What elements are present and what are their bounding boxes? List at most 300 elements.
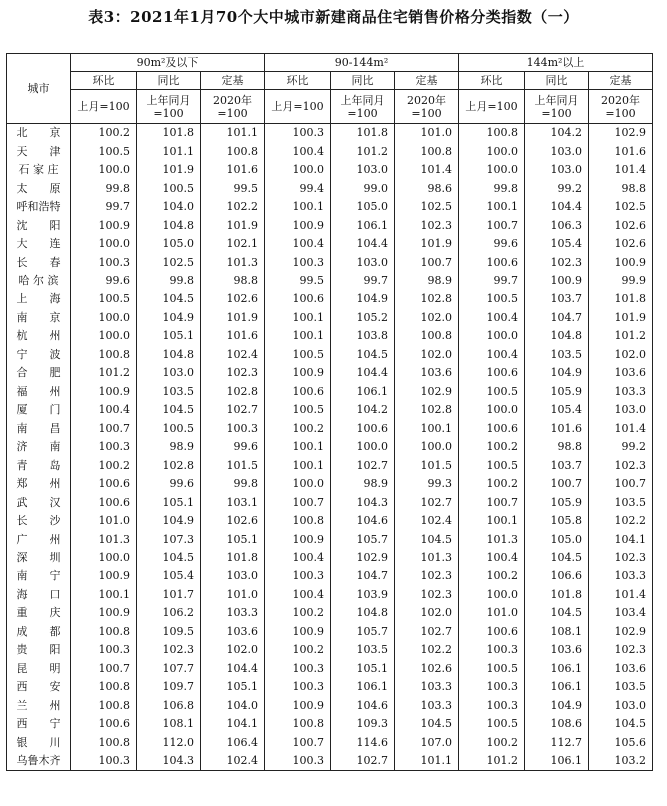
index-value-cell: 100.8 [71,678,137,696]
index-value-cell: 102.4 [395,512,459,530]
index-value-cell: 99.6 [201,438,265,456]
index-value-cell: 104.3 [331,493,395,511]
index-value-cell: 100.8 [395,327,459,345]
index-value-cell: 100.2 [459,475,525,493]
index-value-cell: 103.0 [589,697,653,715]
index-value-cell: 106.1 [331,678,395,696]
index-value-cell: 105.7 [331,623,395,641]
base-header: 上年同月 =100 [331,90,395,124]
index-value-cell: 100.6 [71,493,137,511]
index-value-cell: 101.8 [137,124,201,143]
index-value-cell: 101.8 [525,586,589,604]
table-row [7,364,653,382]
index-value-cell: 100.9 [265,364,331,382]
index-value-cell: 100.7 [71,420,137,438]
index-value-cell: 100.6 [71,475,137,493]
index-value-cell: 101.2 [71,364,137,382]
index-value-cell: 105.1 [137,493,201,511]
index-value-cell: 102.7 [331,456,395,474]
index-value-cell: 102.9 [589,124,653,143]
index-value-cell: 102.6 [201,290,265,308]
index-value-cell: 100.0 [265,161,331,179]
index-value-cell: 101.2 [459,752,525,771]
index-value-cell: 102.7 [395,623,459,641]
city-cell: 哈 尔 滨 [7,272,71,290]
group-header-large: 144m²以上 [459,54,653,72]
index-value-cell: 99.6 [459,235,525,253]
index-value-cell: 102.8 [137,456,201,474]
index-value-cell: 101.0 [459,604,525,622]
index-value-cell: 104.4 [331,364,395,382]
index-value-cell: 103.6 [395,364,459,382]
index-value-cell: 101.8 [589,290,653,308]
index-value-cell: 102.8 [201,383,265,401]
index-value-cell: 103.9 [331,586,395,604]
index-value-cell: 106.8 [137,697,201,715]
index-value-cell: 98.8 [525,438,589,456]
table-row [7,309,653,327]
index-value-cell: 100.7 [459,493,525,511]
index-value-cell: 100.8 [459,124,525,143]
index-value-cell: 109.5 [137,623,201,641]
index-value-cell: 104.9 [331,290,395,308]
index-value-cell: 100.0 [71,549,137,567]
index-value-cell: 100.8 [71,733,137,751]
index-value-cell: 105.4 [525,235,589,253]
table-row [7,272,653,290]
index-value-cell: 102.9 [589,623,653,641]
index-value-cell: 102.2 [589,512,653,530]
index-value-cell: 100.0 [459,142,525,160]
index-value-cell: 104.1 [201,715,265,733]
index-value-cell: 112.7 [525,733,589,751]
index-value-cell: 104.5 [525,604,589,622]
index-value-cell: 100.2 [459,567,525,585]
index-value-cell: 100.4 [459,309,525,327]
index-value-cell: 100.8 [201,142,265,160]
index-value-cell: 102.3 [395,586,459,604]
column-header: 同比 [331,72,395,90]
index-value-cell: 100.0 [331,438,395,456]
column-header: 环比 [265,72,331,90]
index-value-cell: 101.8 [331,124,395,143]
index-value-cell: 102.3 [395,567,459,585]
index-value-cell: 100.6 [459,623,525,641]
index-value-cell: 104.4 [525,198,589,216]
group-header-medium: 90-144m² [265,54,459,72]
base-header: 上月=100 [265,90,331,124]
index-value-cell: 114.6 [331,733,395,751]
index-value-cell: 103.5 [589,678,653,696]
index-value-cell: 100.1 [265,456,331,474]
index-value-cell: 102.0 [201,641,265,659]
index-value-cell: 100.2 [265,420,331,438]
index-value-cell: 102.3 [137,641,201,659]
table-row [7,697,653,715]
index-value-cell: 100.8 [265,512,331,530]
table-row [7,456,653,474]
index-value-cell: 105.8 [525,512,589,530]
index-value-cell: 98.9 [137,438,201,456]
table-row [7,179,653,197]
table-row [7,715,653,733]
index-value-cell: 107.7 [137,660,201,678]
index-value-cell: 102.5 [395,198,459,216]
index-value-cell: 100.1 [265,309,331,327]
city-cell: 贵 阳 [7,641,71,659]
index-value-cell: 100.3 [71,253,137,271]
city-cell: 上 海 [7,290,71,308]
index-value-cell: 104.8 [525,327,589,345]
index-value-cell: 103.3 [589,383,653,401]
index-value-cell: 105.1 [201,530,265,548]
index-value-cell: 104.3 [137,752,201,771]
index-value-cell: 104.5 [589,715,653,733]
city-cell: 南 京 [7,309,71,327]
table-row [7,678,653,696]
index-value-cell: 104.0 [201,697,265,715]
table-row [7,253,653,271]
index-value-cell: 100.5 [265,346,331,364]
index-value-cell: 100.6 [459,364,525,382]
index-value-cell: 102.7 [201,401,265,419]
index-value-cell: 99.5 [201,179,265,197]
index-value-cell: 100.0 [395,438,459,456]
column-header: 定基 [589,72,653,90]
index-value-cell: 103.2 [589,752,653,771]
index-value-cell: 105.1 [201,678,265,696]
index-value-cell: 100.4 [265,142,331,160]
table-row [7,623,653,641]
index-value-cell: 99.2 [589,438,653,456]
index-value-cell: 100.7 [525,475,589,493]
index-value-cell: 105.6 [589,733,653,751]
index-value-cell: 100.6 [71,715,137,733]
index-value-cell: 100.6 [265,383,331,401]
index-value-cell: 106.1 [525,752,589,771]
index-value-cell: 103.8 [331,327,395,345]
index-value-cell: 100.5 [459,660,525,678]
index-value-cell: 104.4 [201,660,265,678]
index-value-cell: 101.2 [589,327,653,345]
index-value-cell: 100.0 [265,475,331,493]
index-value-cell: 100.5 [459,715,525,733]
column-header: 同比 [137,72,201,90]
index-value-cell: 102.3 [589,641,653,659]
index-value-cell: 104.5 [395,530,459,548]
table-row [7,567,653,585]
base-header: 2020年 =100 [395,90,459,124]
index-value-cell: 100.8 [395,142,459,160]
index-value-cell: 107.0 [395,733,459,751]
index-value-cell: 101.4 [589,420,653,438]
index-value-cell: 100.3 [71,438,137,456]
index-value-cell: 102.4 [201,752,265,771]
city-cell: 呼和浩特 [7,198,71,216]
table-row [7,198,653,216]
index-value-cell: 100.0 [459,327,525,345]
index-value-cell: 112.0 [137,733,201,751]
index-value-cell: 104.1 [589,530,653,548]
city-cell: 天 津 [7,142,71,160]
column-header: 定基 [395,72,459,90]
index-value-cell: 108.1 [525,623,589,641]
index-value-cell: 101.3 [71,530,137,548]
index-value-cell: 100.2 [459,438,525,456]
city-header: 城市 [7,54,71,124]
index-value-cell: 99.9 [589,272,653,290]
index-value-cell: 103.0 [331,253,395,271]
index-value-cell: 100.9 [71,216,137,234]
index-value-cell: 106.3 [525,216,589,234]
index-value-cell: 100.0 [459,586,525,604]
index-value-cell: 102.3 [525,253,589,271]
base-header: 2020年 =100 [201,90,265,124]
index-value-cell: 101.5 [395,456,459,474]
index-value-cell: 99.8 [71,179,137,197]
index-value-cell: 98.9 [331,475,395,493]
index-value-cell: 102.2 [395,641,459,659]
table-row [7,475,653,493]
index-value-cell: 104.2 [331,401,395,419]
index-value-cell: 101.3 [201,253,265,271]
index-value-cell: 103.5 [331,641,395,659]
table-row [7,660,653,678]
index-value-cell: 104.0 [137,198,201,216]
city-cell: 乌鲁木齐 [7,752,71,771]
index-value-cell: 100.4 [459,549,525,567]
index-value-cell: 100.9 [589,253,653,271]
index-value-cell: 100.0 [71,161,137,179]
index-value-cell: 100.9 [265,697,331,715]
index-value-cell: 108.6 [525,715,589,733]
index-value-cell: 106.4 [201,733,265,751]
index-value-cell: 102.9 [395,383,459,401]
index-value-cell: 105.1 [137,327,201,345]
index-value-cell: 104.8 [137,216,201,234]
index-value-cell: 105.1 [331,660,395,678]
index-value-cell: 100.2 [265,641,331,659]
index-value-cell: 105.2 [331,309,395,327]
index-value-cell: 102.2 [201,198,265,216]
index-value-cell: 103.5 [525,346,589,364]
index-value-cell: 103.0 [589,401,653,419]
index-value-cell: 101.8 [201,549,265,567]
index-value-cell: 101.4 [395,161,459,179]
index-value-cell: 100.0 [71,235,137,253]
index-value-cell: 100.3 [265,124,331,143]
index-value-cell: 99.8 [459,179,525,197]
index-value-cell: 102.5 [137,253,201,271]
index-value-cell: 100.8 [71,623,137,641]
city-cell: 南 宁 [7,567,71,585]
index-value-cell: 103.5 [589,493,653,511]
index-value-cell: 100.7 [265,733,331,751]
index-value-cell: 100.7 [71,660,137,678]
index-value-cell: 100.6 [459,253,525,271]
index-value-cell: 106.1 [331,216,395,234]
index-value-cell: 103.3 [589,567,653,585]
index-value-cell: 101.3 [459,530,525,548]
table-row [7,493,653,511]
index-value-cell: 101.6 [525,420,589,438]
index-value-cell: 100.3 [459,697,525,715]
index-value-cell: 103.0 [525,142,589,160]
index-value-cell: 100.5 [71,290,137,308]
index-value-cell: 101.0 [201,586,265,604]
city-cell: 昆 明 [7,660,71,678]
index-value-cell: 107.3 [137,530,201,548]
index-value-cell: 102.5 [589,198,653,216]
city-cell: 杭 州 [7,327,71,345]
table-row [7,290,653,308]
base-header: 2020年 =100 [589,90,653,124]
column-header: 环比 [459,72,525,90]
index-value-cell: 99.4 [265,179,331,197]
index-value-cell: 106.1 [525,678,589,696]
index-value-cell: 100.7 [395,253,459,271]
index-value-cell: 99.6 [137,475,201,493]
table-row [7,586,653,604]
table-row [7,641,653,659]
index-value-cell: 101.9 [201,309,265,327]
index-value-cell: 101.9 [201,216,265,234]
city-cell: 深 圳 [7,549,71,567]
city-cell: 长 沙 [7,512,71,530]
index-value-cell: 104.8 [331,604,395,622]
index-value-cell: 101.1 [137,142,201,160]
index-value-cell: 100.3 [71,641,137,659]
city-cell: 北 京 [7,124,71,143]
index-value-cell: 100.0 [459,161,525,179]
city-cell: 合 肥 [7,364,71,382]
index-value-cell: 104.5 [137,549,201,567]
index-value-cell: 104.6 [331,697,395,715]
index-value-cell: 100.3 [265,660,331,678]
index-value-cell: 102.6 [589,216,653,234]
city-cell: 厦 门 [7,401,71,419]
index-value-cell: 109.3 [331,715,395,733]
index-value-cell: 101.2 [331,142,395,160]
index-value-cell: 103.3 [201,604,265,622]
index-value-cell: 99.6 [71,272,137,290]
table-row [7,549,653,567]
city-cell: 宁 波 [7,346,71,364]
index-value-cell: 105.9 [525,383,589,401]
index-value-cell: 102.4 [201,346,265,364]
city-cell: 南 昌 [7,420,71,438]
index-value-cell: 102.6 [395,660,459,678]
index-value-cell: 109.7 [137,678,201,696]
index-value-cell: 105.0 [137,235,201,253]
index-value-cell: 100.6 [331,420,395,438]
index-value-cell: 103.0 [137,364,201,382]
index-value-cell: 100.9 [265,530,331,548]
table-row [7,235,653,253]
table-row [7,530,653,548]
index-value-cell: 100.0 [71,309,137,327]
index-value-cell: 102.1 [201,235,265,253]
index-value-cell: 100.4 [265,549,331,567]
index-value-cell: 102.7 [331,752,395,771]
group-header-small: 90m²及以下 [71,54,265,72]
index-value-cell: 100.8 [71,697,137,715]
index-value-cell: 99.8 [201,475,265,493]
index-value-cell: 102.3 [201,364,265,382]
index-value-cell: 99.7 [71,198,137,216]
index-value-cell: 100.9 [71,383,137,401]
index-value-cell: 100.5 [71,142,137,160]
index-value-cell: 100.2 [459,733,525,751]
index-value-cell: 105.0 [331,198,395,216]
index-value-cell: 99.7 [331,272,395,290]
column-header: 同比 [525,72,589,90]
index-value-cell: 103.6 [201,623,265,641]
index-value-cell: 104.9 [137,309,201,327]
column-header: 定基 [201,72,265,90]
base-header: 上年同月 =100 [137,90,201,124]
index-value-cell: 100.1 [265,198,331,216]
index-value-cell: 100.5 [137,179,201,197]
index-value-cell: 104.2 [525,124,589,143]
index-value-cell: 108.1 [137,715,201,733]
index-value-cell: 104.6 [331,512,395,530]
city-cell: 郑 州 [7,475,71,493]
index-value-cell: 101.4 [589,161,653,179]
base-header: 上月=100 [459,90,525,124]
index-value-cell: 100.0 [71,327,137,345]
index-value-cell: 101.9 [395,235,459,253]
index-value-cell: 105.0 [525,530,589,548]
city-cell: 石 家 庄 [7,161,71,179]
city-cell: 济 南 [7,438,71,456]
index-value-cell: 100.3 [265,567,331,585]
city-cell: 成 都 [7,623,71,641]
index-value-cell: 103.3 [395,697,459,715]
index-value-cell: 101.6 [589,142,653,160]
column-header: 环比 [71,72,137,90]
table-row [7,733,653,751]
city-cell: 武 汉 [7,493,71,511]
index-value-cell: 106.1 [331,383,395,401]
index-value-cell: 104.7 [331,567,395,585]
index-value-cell: 100.6 [459,420,525,438]
index-value-cell: 103.1 [201,493,265,511]
index-value-cell: 99.2 [525,179,589,197]
index-value-cell: 101.1 [395,752,459,771]
index-value-cell: 100.1 [395,420,459,438]
index-value-cell: 99.8 [137,272,201,290]
index-value-cell: 106.2 [137,604,201,622]
index-value-cell: 100.9 [265,623,331,641]
index-value-cell: 102.0 [395,604,459,622]
city-cell: 大 连 [7,235,71,253]
table-row [7,142,653,160]
index-value-cell: 100.5 [265,401,331,419]
index-value-cell: 100.2 [71,124,137,143]
index-value-cell: 101.9 [137,161,201,179]
index-value-cell: 103.0 [331,161,395,179]
index-value-cell: 102.6 [201,512,265,530]
index-value-cell: 100.1 [265,327,331,345]
index-value-cell: 100.5 [459,383,525,401]
city-cell: 西 安 [7,678,71,696]
index-value-cell: 106.1 [525,660,589,678]
index-value-cell: 100.3 [265,253,331,271]
index-value-cell: 104.5 [525,549,589,567]
index-value-cell: 105.4 [137,567,201,585]
index-value-cell: 98.6 [395,179,459,197]
